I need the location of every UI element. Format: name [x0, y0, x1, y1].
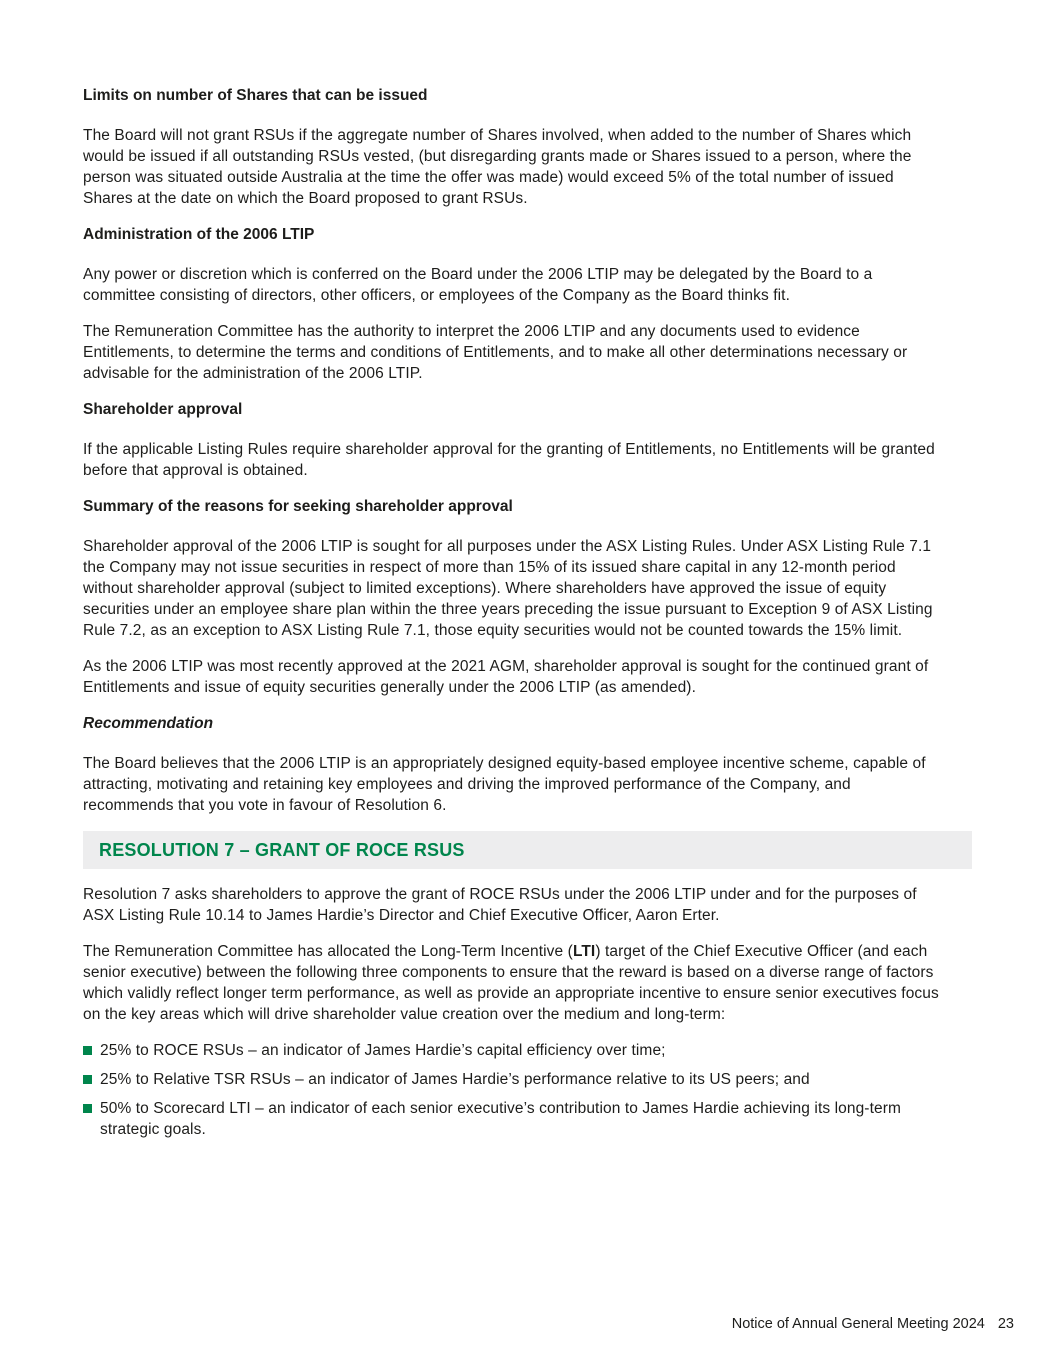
- resolution-7-banner: [83, 831, 972, 869]
- heading-summary-reasons: Summary of the reasons for seeking shareholder approval: [83, 498, 513, 515]
- bullet-square-icon: [83, 1075, 92, 1084]
- heading-shareholder-approval: Shareholder approval: [83, 401, 243, 418]
- heading-recommendation: Recommendation: [83, 715, 214, 732]
- heading-administration: Administration of the 2006 LTIP: [83, 226, 315, 243]
- lti-components-list: [83, 1040, 941, 1140]
- list-item-text: 25% to Relative TSR RSUs – an indicator of James Hardie’s performance relative to its US peers; and: [100, 1071, 810, 1088]
- page-footer: [732, 1316, 1014, 1332]
- list-item-text: 50% to Scorecard LTI – an indicator of each senior executive’s contribution to James Hardie achieving its long-term strategic goals.: [100, 1100, 901, 1138]
- page-content: [83, 85, 972, 1148]
- paragraph-summary-2: As the 2006 LTIP was most recently approved at the 2021 AGM, shareholder approval is sought for the continued grant of Entitlements and issue of equity securities generally under the 2006 LTIP (as amended).: [83, 658, 929, 696]
- footer-page-number: 23: [997, 1316, 1014, 1332]
- list-item-text: 25% to ROCE RSUs – an indicator of James Hardie’s capital efficiency over time;: [100, 1042, 666, 1059]
- paragraph-limits-1: The Board will not grant RSUs if the aggregate number of Shares involved, when added to the number of Shares which would be issued if all outstanding RSUs vested, (but disregarding grants made or Shares issued to a person, where the person was situated outside Australia at the time the offer was made) would exceed 5% of the total number of issued Shares at the date on which the Board proposed to grant RSUs.: [83, 127, 912, 207]
- paragraph-resolution7-2-text-before: The Remuneration Committee has allocated the Long-Term Incentive (: [83, 943, 573, 960]
- lti-bold-term: LTI: [572, 943, 596, 960]
- paragraph-resolution7-1: Resolution 7 asks shareholders to approve the grant of ROCE RSUs under the 2006 LTIP under and for the purposes of ASX Listing Rule 10.14 to James Hardie’s Director and Chief Executive Officer, Aaron Erter.: [83, 886, 917, 924]
- resolution-7-banner-title: RESOLUTION 7 – GRANT OF ROCE RSUS: [99, 839, 465, 860]
- footer-document-title: Notice of Annual General Meeting 2024: [731, 1316, 985, 1332]
- bullet-square-icon: [83, 1046, 92, 1055]
- paragraph-shareholder-approval-1: If the applicable Listing Rules require shareholder approval for the granting of Entitlements, no Entitlements will be granted before that approval is obtained.: [83, 441, 935, 479]
- list-item-scorecard-lti: [83, 1098, 941, 1140]
- paragraph-administration-1: Any power or discretion which is conferred on the Board under the 2006 LTIP may be delegated by the Board to a committee consisting of directors, other officers, or employees of the Company as the Board thinks fit.: [83, 266, 873, 304]
- bullet-square-icon: [83, 1104, 92, 1113]
- heading-limits-on-shares: Limits on number of Shares that can be issued: [83, 87, 428, 104]
- paragraph-administration-2: The Remuneration Committee has the authority to interpret the 2006 LTIP and any documents used to evidence Entitlements, to determine the terms and conditions of Entitlements, and to make all other determinations necessary or advisable for the administration of the 2006 LTIP.: [83, 323, 908, 382]
- paragraph-resolution7-2: [83, 941, 941, 1025]
- list-item-relative-tsr-rsus: [83, 1069, 941, 1090]
- list-item-roce-rsus: [83, 1040, 941, 1061]
- paragraph-summary-1: Shareholder approval of the 2006 LTIP is sought for all purposes under the ASX Listing Rules. Under ASX Listing Rule 7.1 the Company may not issue securities in respect of more than 15% of its issued share capital in any 12-month period without shareholder approval (subject to limited exceptions). Where shareholders have approved the issue of equity securities under an employee share plan within the three years preceding the issue pursuant to Exception 9 of ASX Listing Rule 7.2, as an exception to ASX Listing Rule 7.1, those equity securities would not be counted towards the 15% limit.: [83, 538, 933, 639]
- paragraph-recommendation-1: The Board believes that the 2006 LTIP is an appropriately designed equity-based employee incentive scheme, capable of attracting, motivating and retaining key employees and driving the improved performance of the Company, and recommends that you vote in favour of Resolution 6.: [83, 755, 926, 814]
- paragraph-resolution7-2-text-after: ) target of the Chief Executive Officer (and each senior executive) between the following three components to ensure that the reward is based on a diverse range of factors which validly reflect longer term performance, as well as provide an appropriate incentive to ensure senior executives focus on the key areas which will drive shareholder value creation over the medium and long-term:: [83, 943, 939, 1023]
